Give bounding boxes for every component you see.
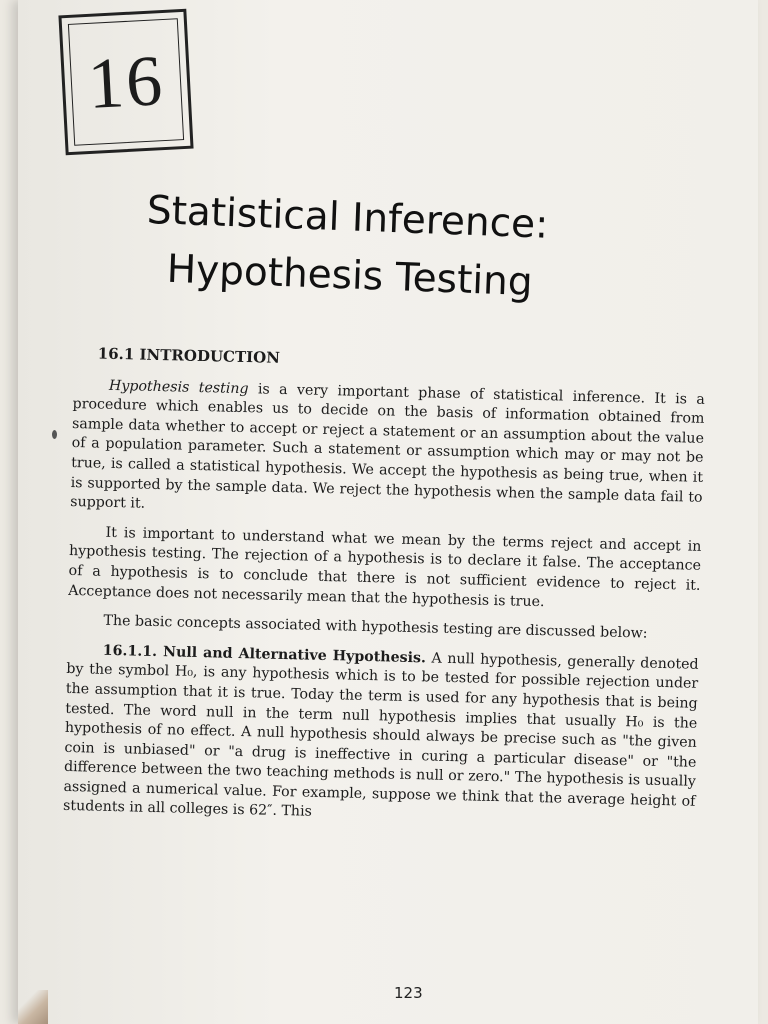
paragraph-1-italic-lead: Hypothesis testing: [108, 377, 249, 397]
page-number: 123: [394, 984, 423, 1002]
subsection-paragraph: [63, 641, 699, 832]
chapter-title-line2: Hypothesis Testing: [165, 246, 534, 306]
ink-speck: [52, 430, 57, 439]
chapter-title-line1: Statistical Inference:: [146, 187, 550, 248]
section-heading: 16.1 INTRODUCTION: [97, 344, 281, 367]
paragraph-1-text: is a very important phase of statistical inference. It is a procedure which enables us to decide on the basis of information obtained from sample data whether to accept or reject a statement or an assumption about the value of a population parameter. Such a statement or assumption which may or may not be true, is called a statistical hypothesis. We accept the hypothesis as being true, when it is supported by the sample data. We reject the hypothesis when the sample data fail to support it.: [70, 380, 706, 512]
chapter-number: 16: [85, 40, 167, 124]
body-text: [63, 344, 706, 842]
page-corner-shadow: [18, 990, 48, 1024]
subsection-heading: 16.1.1. Null and Alternative Hypothesis.: [102, 642, 427, 667]
paragraph-3: The basic concepts associated with hypothesis testing are discussed below:: [103, 612, 648, 642]
paragraph-1: [70, 376, 705, 528]
paragraph-2: It is important to understand what we mean by the terms reject and accept in hypothesis testing. The rejection of a hypothesis is to declare it false. The acceptance of a hypothesis is to conclude that there is not sufficient evidence to reject it. Acceptance does not necessarily mean that the hypothesis is true.: [68, 524, 702, 610]
book-page: [18, 0, 758, 1024]
subsection-text: A null hypothesis, generally denoted by the symbol H₀, is any hypothesis which is to be tested for possible rejection under the assumption that it is true. Today the term is used for any hypothesis that is being tested. The word null in the term null hypothesis implies that usually H₀ is the hypothesis of no effect. A null hypothesis should always be precise such as "the given coin is unbiased" or "a drug is ineffective in curing a particular disease" or "the difference between the two teaching methods is null or zero." The hypothesis is usually assigned a numerical value. For example, suppose we think that the average height of students in all colleges is 62″. This: [62, 650, 699, 821]
chapter-title: [144, 182, 648, 316]
chapter-number-box: [58, 9, 193, 156]
